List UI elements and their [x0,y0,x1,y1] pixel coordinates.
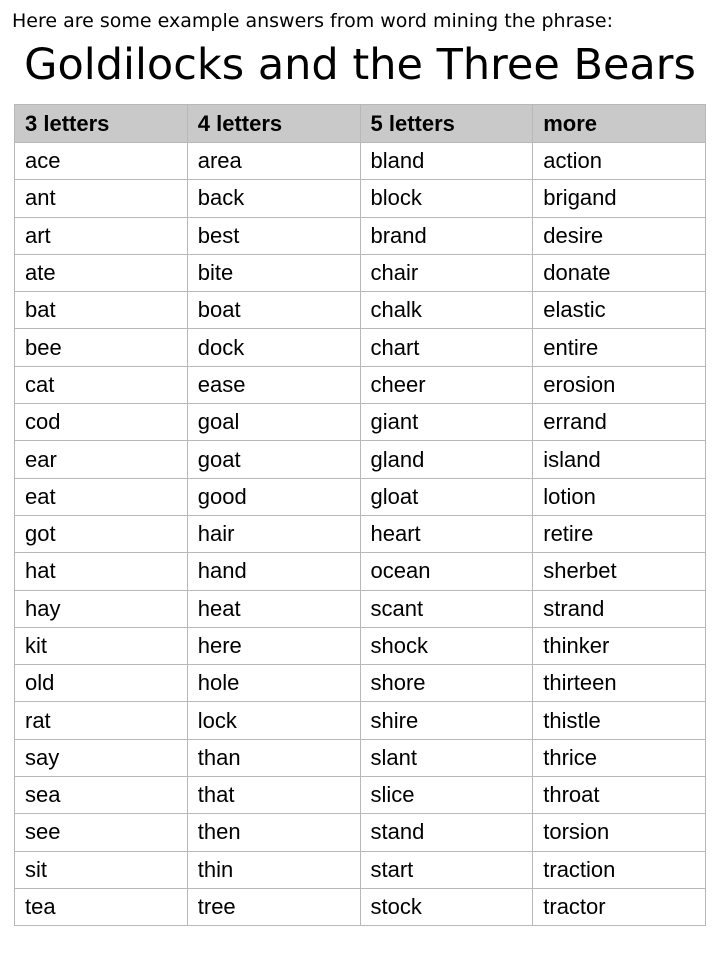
table-cell: bat [15,292,188,329]
table-row [15,739,706,776]
table-cell: then [187,814,360,851]
table-row [15,292,706,329]
table-cell: thirteen [533,665,706,702]
table-body [15,143,706,926]
table-row [15,441,706,478]
table-cell: bland [360,143,533,180]
table-cell: scant [360,590,533,627]
table-cell: ear [15,441,188,478]
table-cell: heart [360,515,533,552]
table-cell: good [187,478,360,515]
table-cell: gloat [360,478,533,515]
column-header-4-letters: 4 letters [187,105,360,143]
table-cell: gland [360,441,533,478]
table-cell: cheer [360,366,533,403]
table-cell: hair [187,515,360,552]
word-table [14,104,706,926]
intro-text: Here are some example answers from word mining the phrase: [12,10,614,32]
table-cell: donate [533,254,706,291]
table-cell: throat [533,777,706,814]
page-title: Goldilocks and the Three Bears [24,40,696,90]
table-row [15,553,706,590]
table-cell: brigand [533,180,706,217]
table-cell: dock [187,329,360,366]
table-cell: lock [187,702,360,739]
table-cell: brand [360,217,533,254]
table-cell: stand [360,814,533,851]
table-row [15,515,706,552]
table-cell: ant [15,180,188,217]
table-cell: bite [187,254,360,291]
table-row [15,329,706,366]
table-cell: thistle [533,702,706,739]
table-cell: see [15,814,188,851]
table-cell: shire [360,702,533,739]
table-cell: thinker [533,627,706,664]
table-cell: ease [187,366,360,403]
table-row [15,217,706,254]
table-cell: here [187,627,360,664]
table-row [15,777,706,814]
table-cell: chair [360,254,533,291]
table-row [15,702,706,739]
table-cell: rat [15,702,188,739]
table-cell: giant [360,404,533,441]
table-cell: hay [15,590,188,627]
table-cell: retire [533,515,706,552]
table-cell: slice [360,777,533,814]
table-row [15,888,706,925]
column-header-3-letters: 3 letters [15,105,188,143]
table-cell: eat [15,478,188,515]
table-cell: area [187,143,360,180]
table-cell: goat [187,441,360,478]
table-cell: sea [15,777,188,814]
table-row [15,590,706,627]
table-cell: best [187,217,360,254]
table-cell: boat [187,292,360,329]
column-header-more: more [533,105,706,143]
table-cell: lotion [533,478,706,515]
table-cell: ace [15,143,188,180]
table-cell: island [533,441,706,478]
table-row [15,404,706,441]
table-row [15,366,706,403]
table-cell: cod [15,404,188,441]
table-cell: tractor [533,888,706,925]
table-cell: kit [15,627,188,664]
table-row [15,665,706,702]
table-cell: thin [187,851,360,888]
table-cell: strand [533,590,706,627]
table-cell: back [187,180,360,217]
table-cell: action [533,143,706,180]
table-cell: thrice [533,739,706,776]
table-cell: start [360,851,533,888]
table-cell: slant [360,739,533,776]
table-cell: ocean [360,553,533,590]
table-cell: entire [533,329,706,366]
table-cell: heat [187,590,360,627]
table-cell: ate [15,254,188,291]
table-row [15,851,706,888]
table-cell: that [187,777,360,814]
table-header-row [15,105,706,143]
table-cell: bee [15,329,188,366]
table-cell: art [15,217,188,254]
table-row [15,143,706,180]
table-row [15,478,706,515]
table-cell: desire [533,217,706,254]
table-cell: hand [187,553,360,590]
table-cell: tea [15,888,188,925]
table-cell: tree [187,888,360,925]
table-cell: stock [360,888,533,925]
table-cell: erosion [533,366,706,403]
table-cell: sherbet [533,553,706,590]
table-cell: old [15,665,188,702]
table-cell: elastic [533,292,706,329]
table-cell: say [15,739,188,776]
table-row [15,180,706,217]
table-row [15,814,706,851]
table-row [15,627,706,664]
table-cell: got [15,515,188,552]
table-cell: goal [187,404,360,441]
table-cell: block [360,180,533,217]
table-cell: cat [15,366,188,403]
column-header-5-letters: 5 letters [360,105,533,143]
table-cell: chart [360,329,533,366]
table-cell: hole [187,665,360,702]
table-cell: shore [360,665,533,702]
table-cell: errand [533,404,706,441]
table-cell: chalk [360,292,533,329]
table-cell: sit [15,851,188,888]
table-cell: torsion [533,814,706,851]
table-cell: traction [533,851,706,888]
table-cell: hat [15,553,188,590]
table-row [15,254,706,291]
table-cell: shock [360,627,533,664]
table-cell: than [187,739,360,776]
